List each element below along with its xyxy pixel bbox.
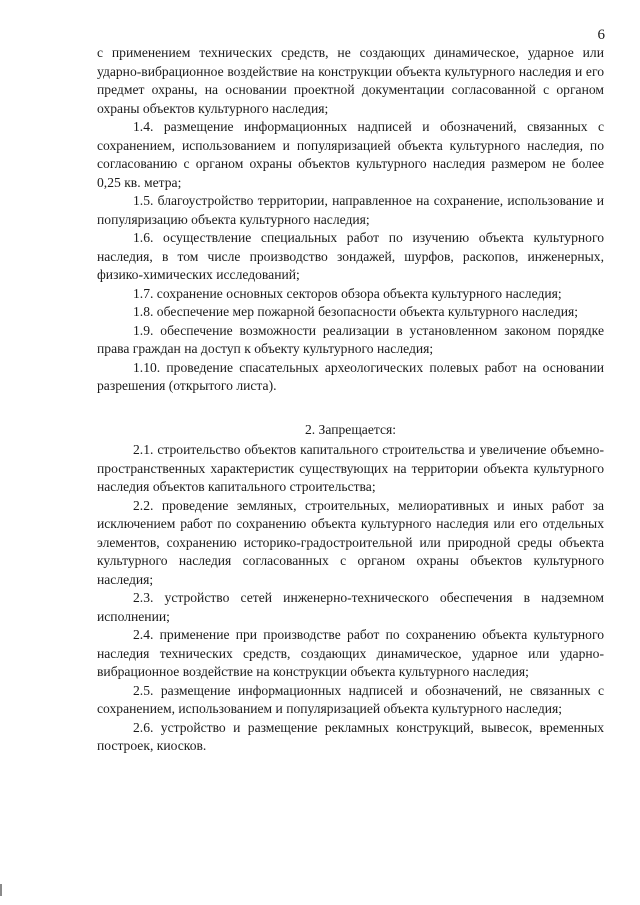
item-text: осуществление специальных работ по изучению объекта культурного наследия, в том числе производство зондажей, шурфов, раскопов, инженерных, физико-химических исследований;: [97, 230, 604, 282]
item-text: применение при производстве работ по сохранению объекта культурного наследия технических средств, создающих динамическое, ударное или ударно-вибрационное воздействие на конструкции объекта культурного наследия;: [97, 627, 604, 679]
item-text: проведение земляных, строительных, мелиоративных и иных работ за исключением работ по сохранению объекта культурного наследия или его отдельных элементов, сохранению историко-градостроительной или природной среды объекта культурного наследия согласованных с органом охраны объектов культурного наследия;: [97, 497, 605, 587]
item-text: размещение информационных надписей и обозначений, связанных с сохранением, использованием и популяризацией объекта культурного наследия, по согласованию с органом охраны объектов культурного наследия размером не более 0,25 кв. метра;: [97, 119, 604, 190]
item-number: 2.1.: [133, 442, 154, 457]
item-number: 2.6.: [133, 719, 154, 735]
item-text: благоустройство территории, направленное на сохранение, использование и популяризацию объекта культурного наследия;: [97, 193, 604, 227]
list-item-2-3: [97, 589, 604, 626]
list-item-1-5: [97, 192, 604, 229]
item-text: сохранение основных секторов обзора объекта культурного наследия;: [156, 285, 562, 301]
page-number: 6: [597, 27, 605, 43]
item-number: 2.2.: [133, 497, 154, 513]
item-text: устройство сетей инженерно-технического обеспечения в надземном исполнении;: [97, 590, 604, 624]
item-text: обеспечение возможности реализации в установленном законом порядке права граждан на доступ к объекту культурного наследия;: [97, 322, 604, 356]
intro-paragraph: с применением технических средств, не создающих динамическое, ударное или ударно-вибрационное воздействие на конструкции объекта культурного наследия и его предмет охраны, на основании проектной документации согласованной с органом охраны объектов культурного наследия;: [97, 45, 604, 116]
item-number: 2.5.: [133, 682, 154, 698]
item-number: 1.5.: [133, 193, 154, 208]
list-item-2-5: [97, 682, 604, 719]
item-text: размещение информационных надписей и обозначений, не связанных с сохранением, использованием и популяризацией объекта культурного наследия;: [97, 682, 604, 716]
list-item-1-7: [97, 285, 604, 304]
list-item-2-4: [97, 626, 604, 682]
item-text: строительство объектов капитального строительства и увеличение объемно-пространственных характеристик существующих на территории объекта культурного наследия объектов капитального строительства;: [97, 442, 604, 494]
item-text: проведение спасательных археологических полевых работ на основании разрешения (открытого листа).: [97, 359, 604, 393]
list-item-1-10: [97, 359, 604, 396]
list-item-1-8: [97, 303, 604, 322]
item-number: 1.7.: [133, 285, 154, 301]
item-number: 1.6.: [133, 230, 154, 245]
item-number: 1.9.: [133, 322, 154, 338]
item-text: устройство и размещение рекламных конструкций, вывесок, временных построек, киосков.: [97, 719, 604, 753]
item-number: 1.8.: [133, 304, 154, 319]
scan-edge-mark: [0, 884, 2, 896]
section-2-title: 2. Запрещается:: [304, 421, 397, 437]
list-item-1-4: [97, 118, 604, 192]
list-item-1-6: [97, 229, 604, 285]
item-number: 2.3.: [133, 590, 154, 605]
item-number: 1.10.: [133, 359, 161, 375]
list-item-2-1: [97, 441, 604, 497]
list-item-2-6: [97, 719, 604, 756]
item-text: обеспечение мер пожарной безопасности объекта культурного наследия;: [156, 304, 579, 319]
document-body: [97, 44, 604, 756]
item-number: 1.4.: [133, 119, 154, 134]
list-item-1-9: [97, 322, 604, 359]
item-number: 2.4.: [133, 627, 154, 642]
list-item-2-2: [97, 497, 604, 590]
